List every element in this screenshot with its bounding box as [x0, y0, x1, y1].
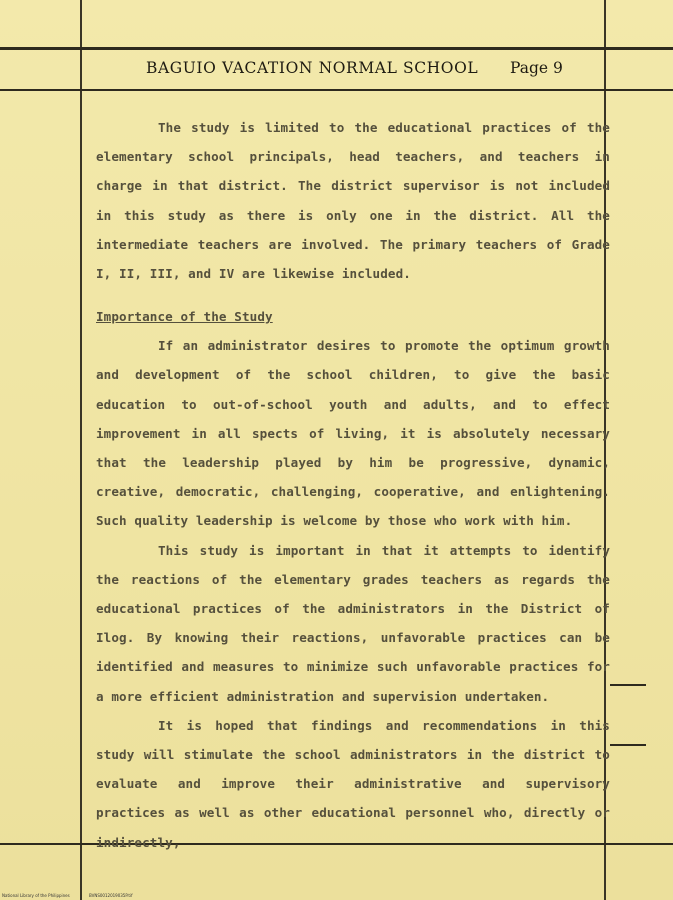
- footer-code: BVNS0012019035P.tif: [89, 893, 133, 898]
- paragraph-importance: If an administrator desires to promote the optimum growth and development of the school children, to give the basic education to out-of-school youth and adults, and to effect improvement in all spects of living, it is absolutely necessary that the leadership played by him be progressive, dynamic, creative, democratic, challenging, cooperative, and enlightening. Such quality leadership is welcome by those who work with him.: [96, 338, 610, 529]
- section-heading: Importance of the Study: [96, 309, 273, 325]
- footer-library: National Library of the Philippines: [2, 893, 70, 898]
- header-bottom-rule: [0, 89, 673, 91]
- document-header-title: BAGUIO VACATION NORMAL SCHOOL: [146, 59, 479, 77]
- paragraph-reactions: This study is important in that it attempts to identify the reactions of the elementary grades teachers as regards the educational practices of the administrators in the District of Ilog. By knowing their reactions, unfavorable practices can be identified and measures to minimize such unfavorable practices for a more efficient administration and supervision undertaken.: [96, 542, 610, 704]
- paragraph-hope: It is hoped that findings and recommendations in this study will stimulate the school administrators in the district to evaluate and improve their administrative and supervisory practices as well as other educational personnel who, directly or indirectly,: [96, 717, 610, 850]
- page-number: Page 9: [510, 59, 563, 77]
- header-top-rule: [0, 47, 673, 50]
- paragraph-scope: The study is limited to the educational practices of the elementary school principals, head teachers, and teachers in charge in that district. The district supervisor is not included in this study as there is only one in the district. All the intermediate teachers are involved. The primary teachers of Grade I, II, III, and IV are likewise included.: [96, 120, 610, 282]
- body-text: [96, 113, 610, 857]
- margin-tick: [610, 684, 646, 686]
- scan-footer: [2, 893, 151, 898]
- left-margin-rule: [80, 0, 82, 900]
- margin-tick: [610, 744, 646, 746]
